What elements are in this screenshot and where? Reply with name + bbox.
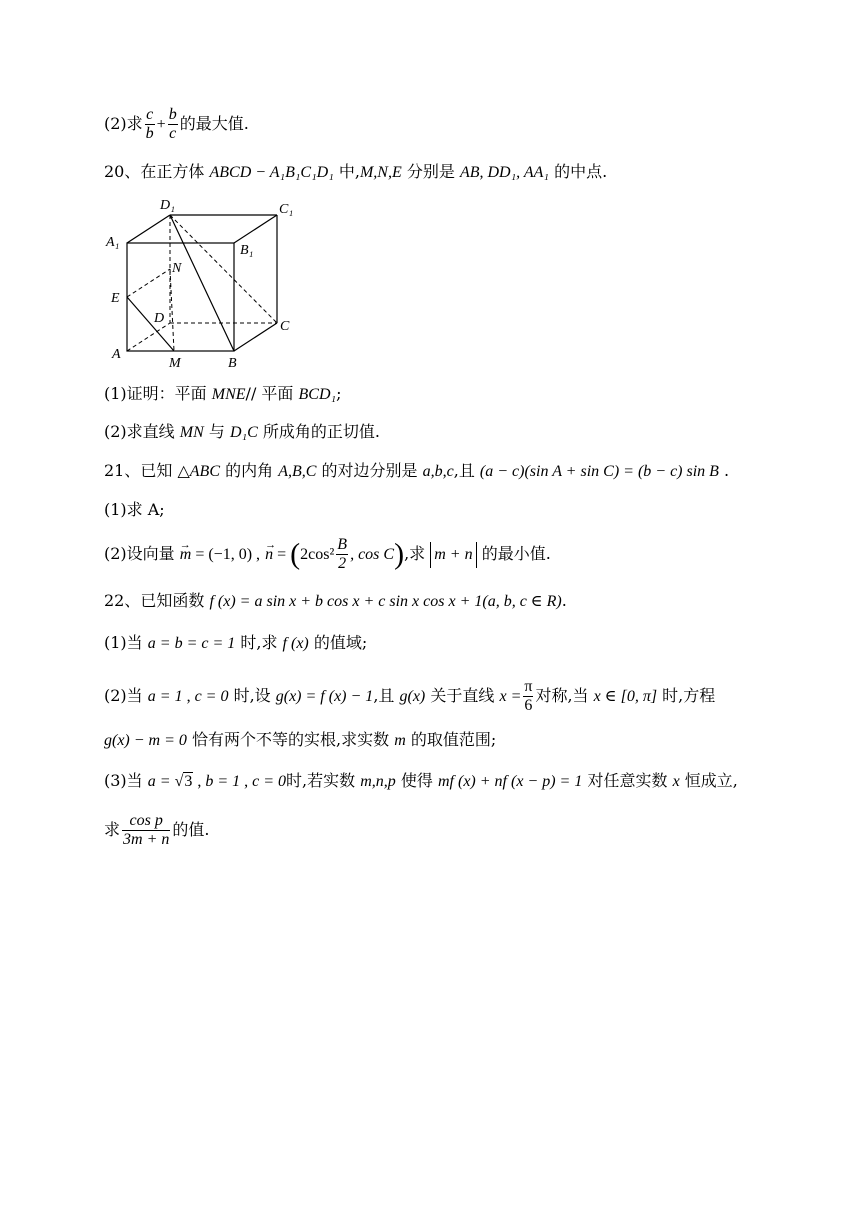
text: , [240, 773, 253, 790]
function-f: f (x) = a sin x + b cos x + c sin x cos x + 1 [209, 593, 483, 610]
fraction-b-over-2 [336, 536, 348, 573]
q20-intro [104, 162, 607, 183]
text: (3)当 [104, 771, 143, 790]
text: 对称,当 [535, 686, 589, 705]
fraction-b-over-c [168, 106, 178, 143]
sqrt-3: √3 [174, 773, 193, 790]
q22-part2-line2 [104, 730, 496, 751]
segment-n-m [170, 269, 174, 351]
text: 所成角的正切值. [262, 422, 380, 441]
text: 恰有两个不等的实根,求实数 [192, 730, 390, 749]
q22-part2-line1 [104, 678, 715, 715]
text: , [193, 773, 206, 790]
domain: (a, b, c ∈ R) [482, 593, 562, 610]
cube-figure [104, 196, 304, 374]
g-of-x: g(x) [399, 688, 426, 705]
triangle-abc: △ABC [177, 463, 220, 480]
sides: a,b,c [422, 463, 454, 480]
label-m: M [169, 356, 181, 371]
var-x: x [672, 773, 680, 790]
text: 恒成立, [684, 771, 738, 790]
text: = [273, 546, 291, 563]
text: 与 [208, 422, 225, 441]
q20-part2 [104, 422, 380, 443]
vector-m-value: = (−1, 0) , [191, 546, 261, 563]
text: 时,方程 [662, 686, 716, 705]
text: (1)当 [104, 633, 143, 652]
text: 时,若实数 [286, 771, 356, 790]
label-b1: B₁ [240, 243, 254, 258]
x-equals: x = [499, 688, 522, 705]
fraction-pi-over-6 [523, 678, 533, 715]
line-mn: MN [179, 424, 204, 441]
edge-a1-d1 [127, 215, 170, 243]
q21-intro [104, 461, 729, 482]
left-paren: ( [290, 537, 301, 571]
cos-c: , cos C [350, 546, 395, 563]
frac-denominator: b [145, 125, 154, 142]
equation-mn: mf (x) + nf (x − p) = 1 [438, 773, 583, 790]
text: ,且 [373, 686, 395, 705]
segment-d1-c [170, 215, 277, 323]
label-d1: D₁ [160, 198, 175, 213]
plus-sign: + [156, 116, 166, 133]
label-a: A [112, 347, 121, 362]
text: (2)求直线 [104, 422, 175, 441]
text: . [561, 591, 567, 610]
text: (1)证明：平面 [104, 384, 207, 403]
text: , [182, 688, 195, 705]
text: 的对边分别是 [321, 461, 418, 480]
segment-e-n [127, 269, 170, 297]
c-equals: c = 0 [252, 773, 287, 790]
abs-m-plus-n: m + n [430, 542, 476, 568]
hidden-edge-a-d [127, 323, 170, 351]
text: 求 [104, 820, 121, 839]
vars-mnp: m,n,p [360, 773, 396, 790]
text: 关于直线 [430, 686, 495, 705]
coef: 2cos² [300, 546, 335, 563]
radicand: 3 [184, 773, 193, 790]
a-equals: a = [147, 773, 175, 790]
plane-mne: MNE [211, 386, 246, 403]
label-b: B [228, 356, 237, 371]
q21-part2 [104, 536, 551, 573]
segments: AB, DD₁, AA₁ [459, 164, 549, 181]
q21-part1 [104, 500, 165, 520]
label-c1: C₁ [279, 202, 294, 217]
q22-intro [104, 591, 567, 612]
text: . [724, 461, 730, 480]
text: ,求 [404, 544, 426, 563]
text: (1)求 A; [104, 500, 165, 519]
right-paren: ) [394, 537, 405, 571]
vector-n: → n [265, 538, 273, 572]
plane-bcd1: BCD₁ [298, 386, 337, 403]
q22-label: 22、已知函数 [104, 591, 205, 610]
edge-b-c [234, 323, 277, 351]
text: 的值. [172, 820, 210, 839]
label-d: D [154, 311, 165, 326]
text: 的内角 [225, 461, 274, 480]
text: 的最小值. [481, 544, 551, 563]
line-d1c: D₁C [229, 424, 258, 441]
label-c: C [280, 319, 290, 334]
edge-b1-c1 [234, 215, 277, 243]
angles: A,B,C [278, 463, 317, 480]
text: 时,求 [240, 633, 278, 652]
q20-part1 [104, 384, 341, 405]
q22-part1 [104, 633, 367, 654]
frac-numerator: b [168, 106, 177, 123]
text: 对任意实数 [587, 771, 668, 790]
fraction-c-over-b [145, 106, 155, 143]
q20-label: 20、在正方体 [104, 162, 205, 181]
text: (2)设向量 [104, 544, 175, 563]
frac-numerator: B [337, 536, 348, 553]
fraction-cosp-over-3mn [122, 812, 170, 849]
text: (2)当 [104, 686, 143, 705]
text: // 平面 [245, 384, 294, 403]
equation-g: g(x) − m = 0 [104, 732, 187, 749]
frac-denominator: 2 [338, 555, 347, 572]
text: 分别是 [406, 162, 455, 181]
text: 时,设 [233, 686, 271, 705]
condition-c: c = 0 [194, 688, 229, 705]
frac-numerator: cos p [122, 812, 170, 831]
text: 的中点. [554, 162, 608, 181]
midpoints: M,N,E [359, 164, 402, 181]
q19-part2-suffix: 的最大值. [179, 114, 249, 133]
text: 的取值范围; [410, 730, 497, 749]
x-range: x ∈ [0, π] [593, 688, 658, 705]
cube-name: ABCD − A₁B₁C₁D₁ [209, 164, 334, 181]
frac-denominator: 6 [524, 697, 533, 714]
label-a1: A₁ [106, 235, 120, 250]
vector-m: → m [180, 538, 192, 572]
text: 使得 [400, 771, 433, 790]
definition-g: g(x) = f (x) − 1 [275, 688, 374, 705]
label-e: E [111, 291, 120, 306]
condition-a: a = 1 [147, 688, 183, 705]
frac-denominator: 3m + n [123, 831, 170, 848]
segment-d1-b [170, 215, 234, 351]
f-of-x: f (x) [282, 635, 309, 652]
q19-part2-prefix: (2)求 [104, 114, 143, 133]
text: ; [336, 384, 342, 403]
segment-e-m [127, 297, 174, 351]
equation: (a − c)(sin A + sin C) = (b − c) sin B [479, 463, 719, 480]
text: 中, [338, 162, 360, 181]
frac-denominator: c [169, 125, 177, 142]
q21-label: 21、已知 [104, 461, 173, 480]
q19-part2 [104, 106, 249, 143]
text: 的值域; [313, 633, 368, 652]
label-n: N [172, 261, 182, 276]
var-m: m [394, 732, 406, 749]
frac-numerator: π [524, 678, 533, 695]
frac-numerator: c [146, 106, 154, 123]
front-face [127, 243, 234, 351]
q22-part3-line2 [104, 810, 209, 850]
b-equals: b = 1 [205, 773, 241, 790]
condition: a = b = c = 1 [147, 635, 236, 652]
q22-part3-line1 [104, 771, 738, 792]
text: ,且 [453, 461, 475, 480]
